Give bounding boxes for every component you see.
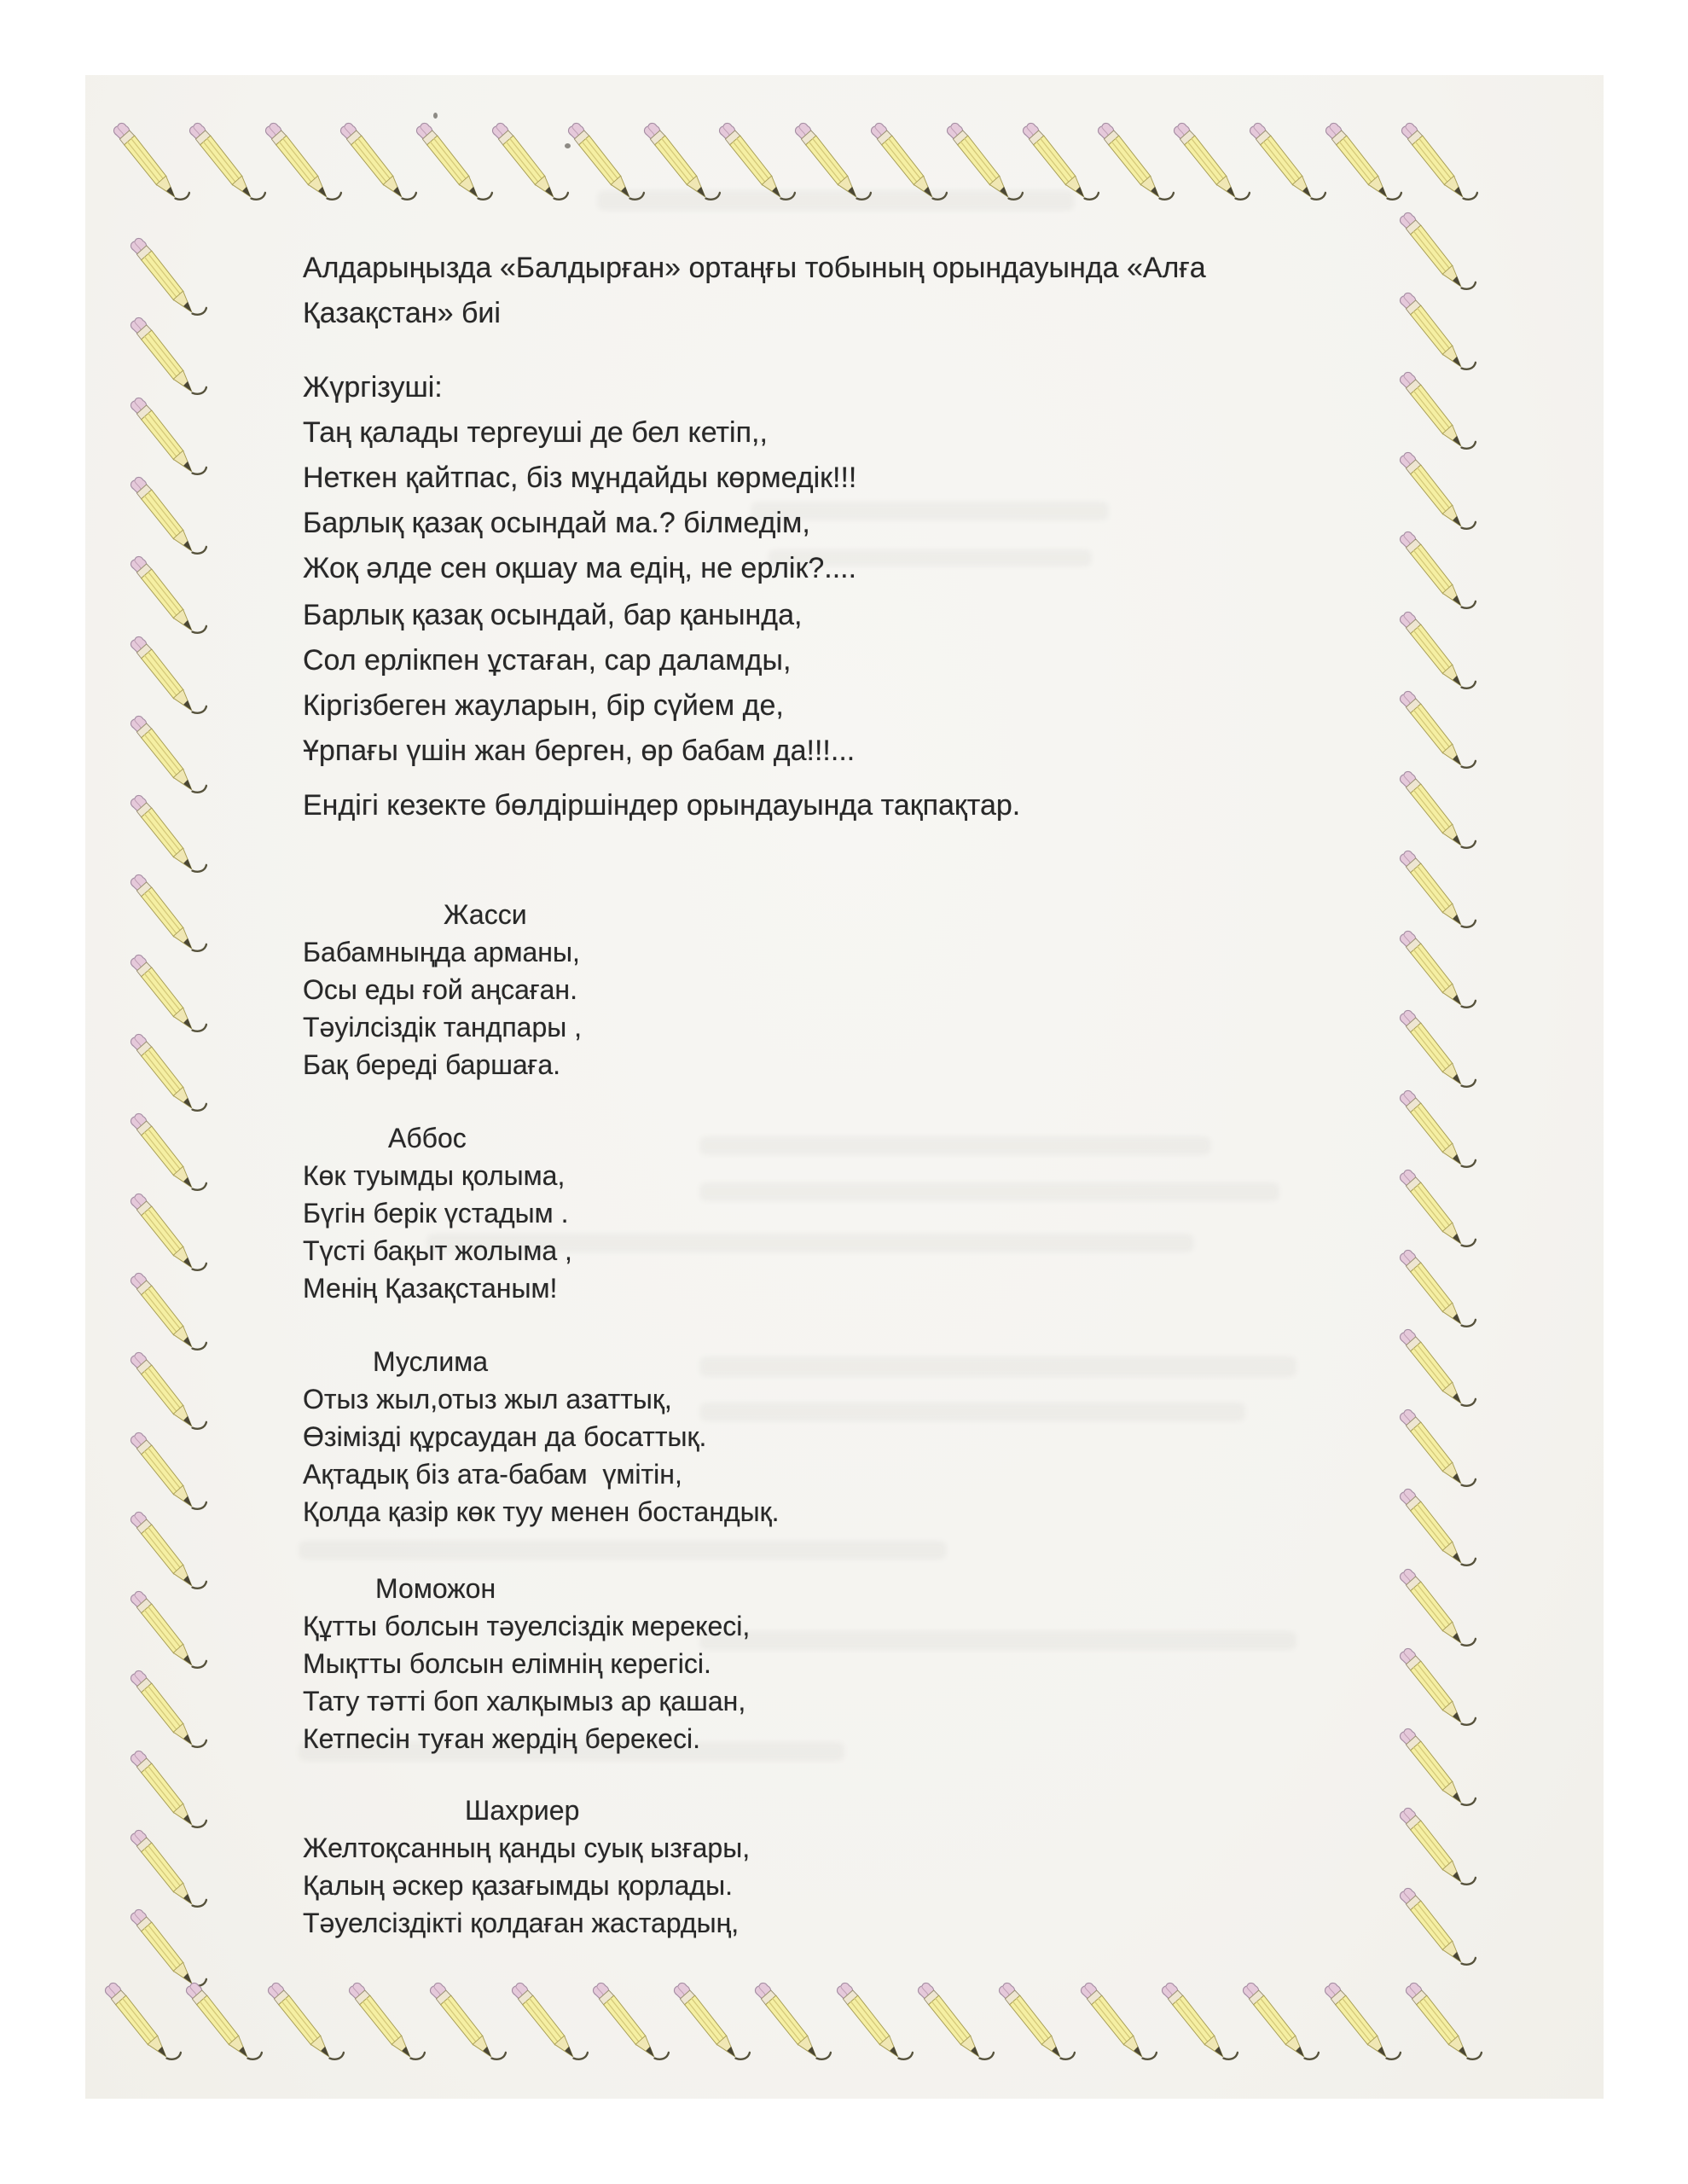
pencil-icon bbox=[1390, 1321, 1481, 1424]
reciter-name: Жасси bbox=[444, 899, 527, 930]
pencil-icon bbox=[421, 1974, 511, 2077]
pencil-icon bbox=[1390, 842, 1481, 945]
recitation-section bbox=[303, 1570, 750, 1757]
pencil-icon bbox=[1390, 523, 1481, 626]
verse-line: Желтоқсанның қанды суық ызғары, bbox=[303, 1833, 751, 1863]
pencil-icon bbox=[255, 114, 345, 218]
verse-line: Өзімізді құрсаудан да босаттық. bbox=[303, 1421, 707, 1452]
pencil-icon bbox=[121, 1345, 212, 1448]
verse-line: Неткен қайтпас, біз мұндайды көрмедік!!! bbox=[303, 462, 857, 494]
host-stanza-1 bbox=[303, 365, 856, 591]
verse-line: Кетпесін туған жердің берекесі. bbox=[303, 1723, 700, 1754]
verse-line: Бабамныңда арманы, bbox=[303, 937, 580, 967]
reciter-name: Моможон bbox=[375, 1573, 496, 1604]
verse-line: Тәуілсіздік тандпары , bbox=[303, 1012, 583, 1043]
bleed-through-smudge bbox=[597, 190, 1075, 211]
pencil-icon bbox=[1391, 114, 1482, 218]
verse-line: Бақ береді баршаға. bbox=[303, 1049, 561, 1080]
verse-line: Көк туымды қолыма, bbox=[303, 1160, 566, 1191]
pencil-icon bbox=[1152, 1974, 1243, 2077]
verse-line: Менің Қазақстаным! bbox=[303, 1273, 558, 1304]
verse-line: Жоқ әлде сен оқшау ма едің, не ерлік?.... bbox=[303, 552, 857, 584]
transition-paragraph bbox=[303, 783, 1020, 828]
pencil-icon bbox=[1396, 1974, 1487, 2077]
pencil-icon bbox=[583, 1974, 674, 2077]
pencil-icon bbox=[1070, 1974, 1161, 2077]
pencil-icon bbox=[1390, 1161, 1481, 1264]
host-label: Жүргізуші: bbox=[303, 371, 443, 404]
pencil-icon bbox=[908, 1974, 999, 2077]
verse-line: Мықтты болсын елімнің керегісі. bbox=[303, 1648, 711, 1679]
recitation-section bbox=[303, 1343, 780, 1531]
recitation-section bbox=[303, 1792, 750, 1942]
recitation-section bbox=[303, 896, 582, 1083]
verse-line: Сол ерлікпен ұстаған, сар даламды, bbox=[303, 644, 792, 677]
verse-line: Ақтадық біз ата-бабам үмітін, bbox=[303, 1459, 682, 1490]
verse-line: Тату тәтті боп халқымыз ар қашан, bbox=[303, 1686, 746, 1716]
scan-speck bbox=[565, 143, 571, 148]
verse-line: Қолда қазір көк туу менен бостандық. bbox=[303, 1496, 780, 1527]
pencil-icon bbox=[1240, 114, 1331, 218]
verse-line: Барлық қазақ осындай, бар қанында, bbox=[303, 599, 803, 631]
reciter-name: Шахриер bbox=[465, 1795, 580, 1826]
bleed-through-smudge bbox=[699, 1182, 1279, 1201]
reciter-name: Аббос bbox=[388, 1123, 467, 1153]
bleed-through-smudge bbox=[699, 1631, 1296, 1650]
verse-line: Отыз жыл,отыз жыл азаттық, bbox=[303, 1384, 672, 1414]
bleed-through-smudge bbox=[699, 1356, 1296, 1377]
pencil-icon bbox=[483, 114, 573, 218]
verse-line: Кіргізбеген жауларын, бір сүйем де, bbox=[303, 689, 784, 722]
pencil-icon bbox=[1390, 204, 1481, 307]
scan-speck bbox=[433, 113, 438, 119]
pencil-icon bbox=[1164, 114, 1255, 218]
verse-line: Барлық қазақ осындай ма.? білмедім, bbox=[303, 507, 810, 539]
pencil-icon bbox=[1316, 114, 1407, 218]
verse-line: Таң қалады тергеуші де бел кетіп,, bbox=[303, 416, 768, 449]
verse-line: Ұрпағы үшін жан берген, өр бабам да!!!... bbox=[303, 735, 856, 767]
verse-line: Қалың әскер қазағымды қорлады. bbox=[303, 1870, 733, 1901]
verse-line: Осы еды ғой аңсаған. bbox=[303, 974, 577, 1005]
pencil-icon bbox=[1233, 1974, 1324, 2077]
pencil-icon bbox=[1088, 114, 1179, 218]
pencil-icon bbox=[1390, 363, 1481, 467]
announcement-paragraph bbox=[303, 246, 1206, 336]
pencil-icon bbox=[180, 114, 270, 218]
bleed-through-smudge bbox=[699, 1136, 1211, 1155]
pencil-icon bbox=[1390, 1002, 1481, 1105]
bleed-through-smudge bbox=[699, 1403, 1245, 1421]
transition-line: Ендігі кезекте бөлдіршіндер орындауында тақпақтар. bbox=[303, 789, 1021, 822]
pencil-icon bbox=[989, 1974, 1080, 2077]
pencil-icon bbox=[104, 114, 194, 218]
verse-line: Бүгін берік үстадым . bbox=[303, 1198, 569, 1228]
verse-line: Тәуелсіздікті қолдаған жастардың, bbox=[303, 1908, 740, 1938]
pencil-icon bbox=[827, 1974, 918, 2077]
pencil-icon bbox=[177, 1974, 267, 2077]
pencil-icon bbox=[1390, 1640, 1481, 1743]
recitation-section bbox=[303, 1119, 572, 1307]
pencil-icon bbox=[502, 1974, 592, 2077]
verse-line: Құтты болсын тәуелсіздік мерекесі, bbox=[303, 1611, 751, 1641]
announcement-line: Қазақстан» биі bbox=[303, 297, 501, 329]
pencil-icon bbox=[1390, 1799, 1481, 1902]
reciter-name: Муслима bbox=[373, 1346, 488, 1377]
pencil-icon bbox=[331, 114, 421, 218]
bleed-through-smudge bbox=[299, 1541, 947, 1560]
pencil-icon bbox=[96, 1974, 186, 2077]
pencil-icon bbox=[258, 1974, 348, 2077]
pencil-icon bbox=[1390, 1480, 1481, 1583]
pencil-icon bbox=[1390, 1879, 1481, 1983]
pencil-icon bbox=[745, 1974, 836, 2077]
pencil-icon bbox=[664, 1974, 755, 2077]
announcement-line: Алдарыңызда «Балдырған» ортаңғы тобының орындауында «Алға bbox=[303, 252, 1206, 284]
pencil-icon bbox=[339, 1974, 430, 2077]
verse-line: Түсті бақыт жолыма , bbox=[303, 1235, 572, 1266]
pencil-icon bbox=[1314, 1974, 1405, 2077]
pencil-icon bbox=[407, 114, 497, 218]
pencil-icon bbox=[1390, 682, 1481, 786]
host-stanza-2 bbox=[303, 593, 855, 774]
pencil-icon bbox=[121, 549, 212, 652]
